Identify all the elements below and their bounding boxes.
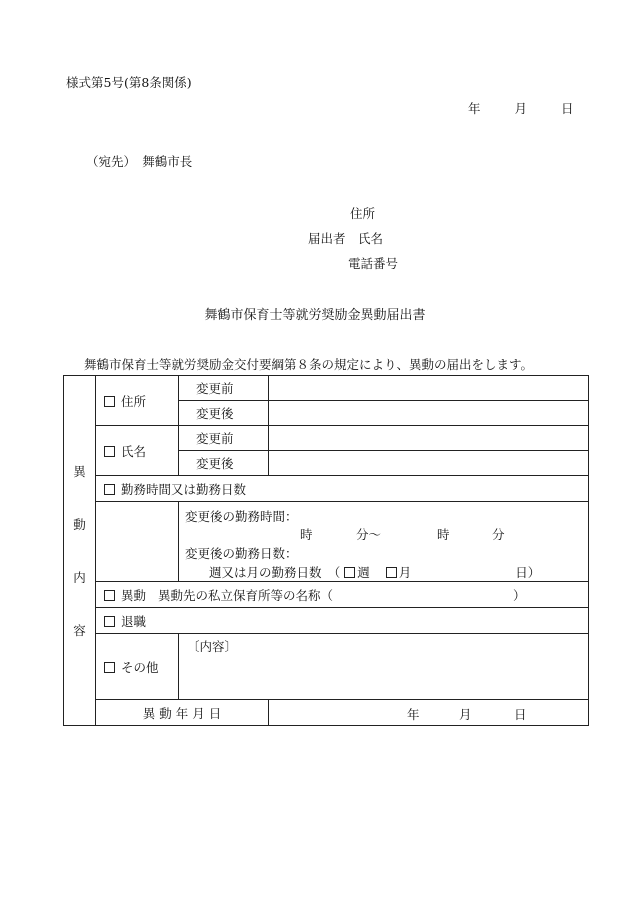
address-before-label: 変更前 [179, 376, 269, 401]
hours-to-m: 分 [492, 527, 505, 542]
retirement-option[interactable]: 退職 [96, 608, 589, 634]
work-hours-label: 変更後の勤務時間： [185, 509, 298, 524]
address-after-label: 変更後 [179, 401, 269, 426]
address-before-field[interactable] [269, 376, 589, 401]
change-date-label: 異 動 年 月 日 [96, 700, 269, 726]
work-indent-cell [96, 502, 179, 582]
hours-from-m: 分〜 [356, 527, 382, 542]
change-date-month: 月 [459, 707, 472, 722]
checkbox-icon[interactable] [104, 662, 115, 673]
checkbox-icon[interactable] [104, 484, 115, 495]
change-content-label: 異 動 内 容 [64, 376, 96, 726]
other-content-field[interactable] [179, 634, 589, 700]
change-date-field[interactable] [269, 700, 589, 726]
address-change-option[interactable]: 住所 [96, 376, 179, 426]
applicant-phone-label: 電話番号 [348, 256, 399, 271]
name-after-label: 変更後 [179, 451, 269, 476]
name-before-label: 変更前 [179, 426, 269, 451]
hours-from-h: 時 [300, 527, 313, 542]
name-before-field[interactable] [269, 426, 589, 451]
name-change-option[interactable]: 氏名 [96, 426, 179, 476]
work-details[interactable] [179, 502, 589, 582]
checkbox-icon[interactable] [104, 616, 115, 627]
recipient: （宛先） 舞鶴市長 [86, 154, 193, 169]
change-date-year: 年 [407, 707, 420, 722]
other-option[interactable]: その他 [96, 634, 179, 700]
applicant-name-label: 届出者 氏名 [308, 231, 384, 246]
change-details-table [63, 375, 589, 726]
work-days-label: 変更後の勤務日数： [185, 546, 298, 561]
name-after-field[interactable] [269, 451, 589, 476]
form-number: 様式第5号(第8条関係) [66, 75, 192, 90]
document-title: 舞鶴市保育士等就労奨励金異動届出書 [204, 308, 426, 323]
date-month: 月 [514, 101, 527, 116]
week-checkbox-icon[interactable] [344, 567, 355, 578]
change-date-day: 日 [514, 707, 527, 722]
checkbox-icon[interactable] [104, 590, 115, 601]
other-content-label: 〔内容〕 [187, 639, 238, 654]
date-year: 年 [468, 101, 481, 116]
work-change-option[interactable]: 勤務時間又は勤務日数 [96, 476, 589, 502]
work-days-line: 週又は月の勤務日数 （ 週 月 日） [209, 565, 541, 580]
checkbox-icon[interactable] [104, 396, 115, 407]
submission-date [468, 99, 573, 117]
applicant-address-label: 住所 [350, 206, 376, 221]
intro-text: 舞鶴市保育士等就労奨励金交付要綱第８条の規定により、異動の届出をします。 [84, 357, 534, 372]
checkbox-icon[interactable] [104, 446, 115, 457]
transfer-option[interactable]: 異動 異動先の私立保育所等の名称（ ） [96, 582, 589, 608]
address-after-field[interactable] [269, 401, 589, 426]
hours-to-h: 時 [437, 527, 450, 542]
date-day: 日 [560, 101, 574, 116]
month-checkbox-icon[interactable] [386, 567, 397, 578]
